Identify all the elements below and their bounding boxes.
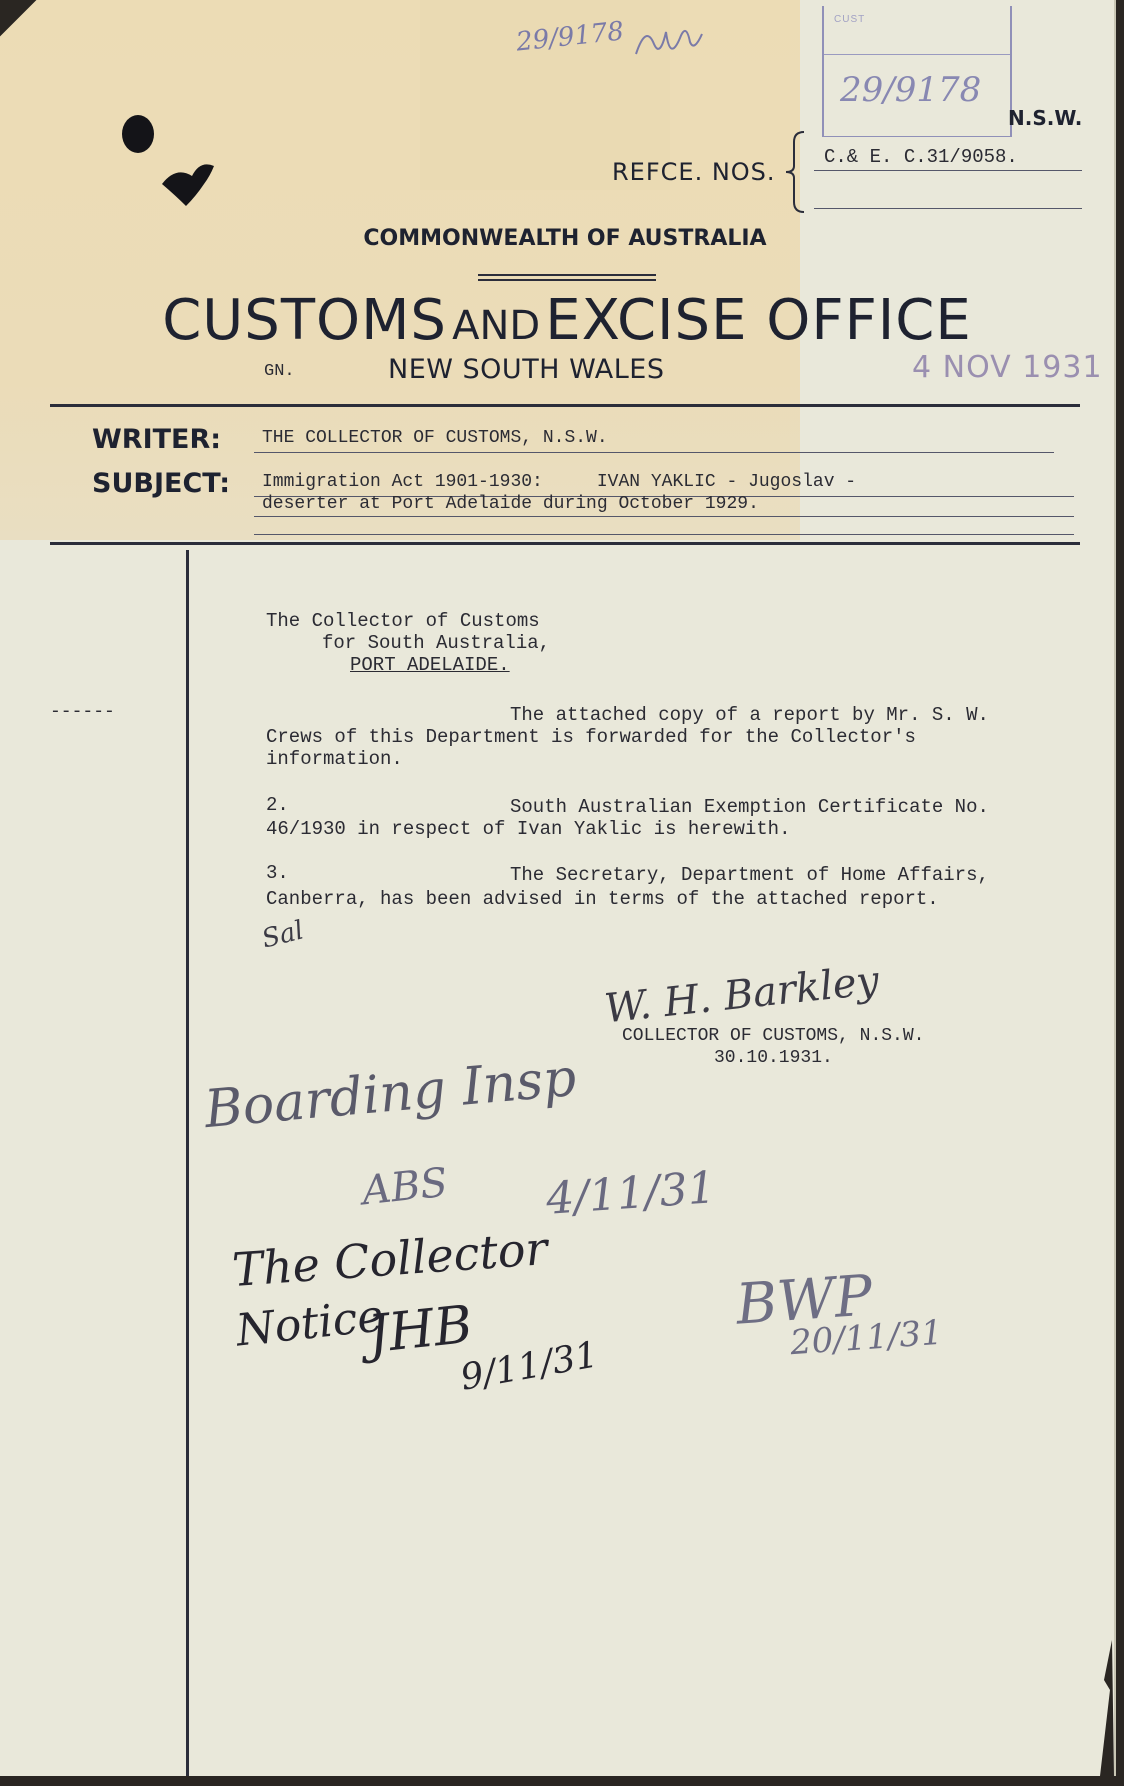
- refce-label: REFCE. NOS.: [612, 158, 776, 186]
- para1-line3: information.: [266, 748, 403, 770]
- para1-line1: The attached copy of a report by Mr. S. W.: [510, 704, 989, 726]
- registry-stamp-box: [822, 6, 1012, 137]
- handwritten-reference: 29/9178: [514, 16, 626, 58]
- writer-label: WRITER:: [92, 424, 222, 455]
- refce-state: N.S.W.: [1008, 106, 1083, 130]
- corner-fold: [0, 0, 40, 40]
- margin-dashes: ------: [50, 702, 115, 722]
- subject-underline-2: [254, 516, 1074, 517]
- annotation-collector-line1: The Collector: [230, 1221, 550, 1297]
- refce-line-1: [814, 170, 1082, 171]
- header-rule: [50, 404, 1080, 407]
- received-date-stamp: 4 NOV 1931: [912, 350, 1103, 385]
- writer-underline: [254, 452, 1054, 453]
- ink-blot-icon: [118, 106, 228, 206]
- collector-signature: W. H. Barkley: [602, 957, 882, 1033]
- annotation-collector-line2: Notice: [233, 1290, 386, 1357]
- heading-rule-2: [478, 279, 656, 281]
- stamp-number: 29/9178: [840, 70, 982, 110]
- para2-line1: South Australian Exemption Certificate No.: [510, 796, 989, 818]
- annotation-boarding: Boarding Insp: [202, 1047, 579, 1141]
- para3-line1: The Secretary, Department of Home Affairs,: [510, 864, 989, 886]
- gn-label: GN.: [264, 362, 295, 381]
- state-heading: NEW SOUTH WALES: [388, 354, 665, 385]
- subject-line-2: deserter at Port Adelaide during October 1929.: [262, 494, 759, 514]
- para3-number: 3.: [266, 862, 289, 884]
- para2-number: 2.: [266, 794, 289, 816]
- signature-date: 30.10.1931.: [714, 1048, 833, 1068]
- address-line-3: PORT ADELAIDE.: [350, 654, 510, 676]
- brace-icon: [782, 130, 812, 214]
- margin-vertical-rule: [186, 550, 189, 1776]
- refce-line-2: [814, 208, 1082, 209]
- para1-line2: Crews of this Department is forwarded for the Collector's: [266, 726, 916, 748]
- commonwealth-heading: COMMONWEALTH OF AUSTRALIA: [363, 226, 767, 251]
- annotation-collector-initials: JHB: [365, 1294, 476, 1366]
- writer-value: THE COLLECTOR OF CUSTOMS, N.S.W.: [262, 428, 608, 448]
- stamp-top-label: CUST: [834, 14, 866, 25]
- para3-line2: Canberra, has been advised in terms of the attached report.: [266, 888, 939, 910]
- address-line-1: The Collector of Customs: [266, 610, 540, 632]
- annotation-bwp-date: 20/11/31: [788, 1312, 944, 1364]
- refce-number: C.& E. C.31/9058.: [824, 146, 1018, 168]
- handwritten-initials-icon: [628, 14, 708, 74]
- signature-title: COLLECTOR OF CUSTOMS, N.S.W.: [622, 1026, 925, 1046]
- edge-tear-icon: [1094, 1640, 1114, 1776]
- annotation-collector-date: 9/11/31: [457, 1334, 602, 1399]
- annotation-boarding-initials: ABS: [359, 1159, 450, 1215]
- para2-line2: 46/1930 in respect of Ivan Yaklic is herewith.: [266, 818, 791, 840]
- annotation-bwp: BWP: [733, 1263, 875, 1338]
- address-line-2: for South Australia,: [322, 632, 551, 654]
- initials-left: Sal: [258, 915, 307, 955]
- subject-line-1: Immigration Act 1901-1930: IVAN YAKLIC - Jugoslav -: [262, 472, 857, 492]
- subject-rule: [50, 542, 1080, 545]
- stamp-divider: [824, 54, 1010, 55]
- office-heading: CUSTOMS AND EXCISE OFFICE: [162, 288, 972, 353]
- subject-label: SUBJECT:: [92, 468, 230, 499]
- annotation-boarding-date: 4/11/31: [544, 1162, 718, 1225]
- heading-rule-1: [478, 274, 656, 276]
- subject-underline-3: [254, 534, 1074, 535]
- aged-paper-stain: [0, 0, 800, 540]
